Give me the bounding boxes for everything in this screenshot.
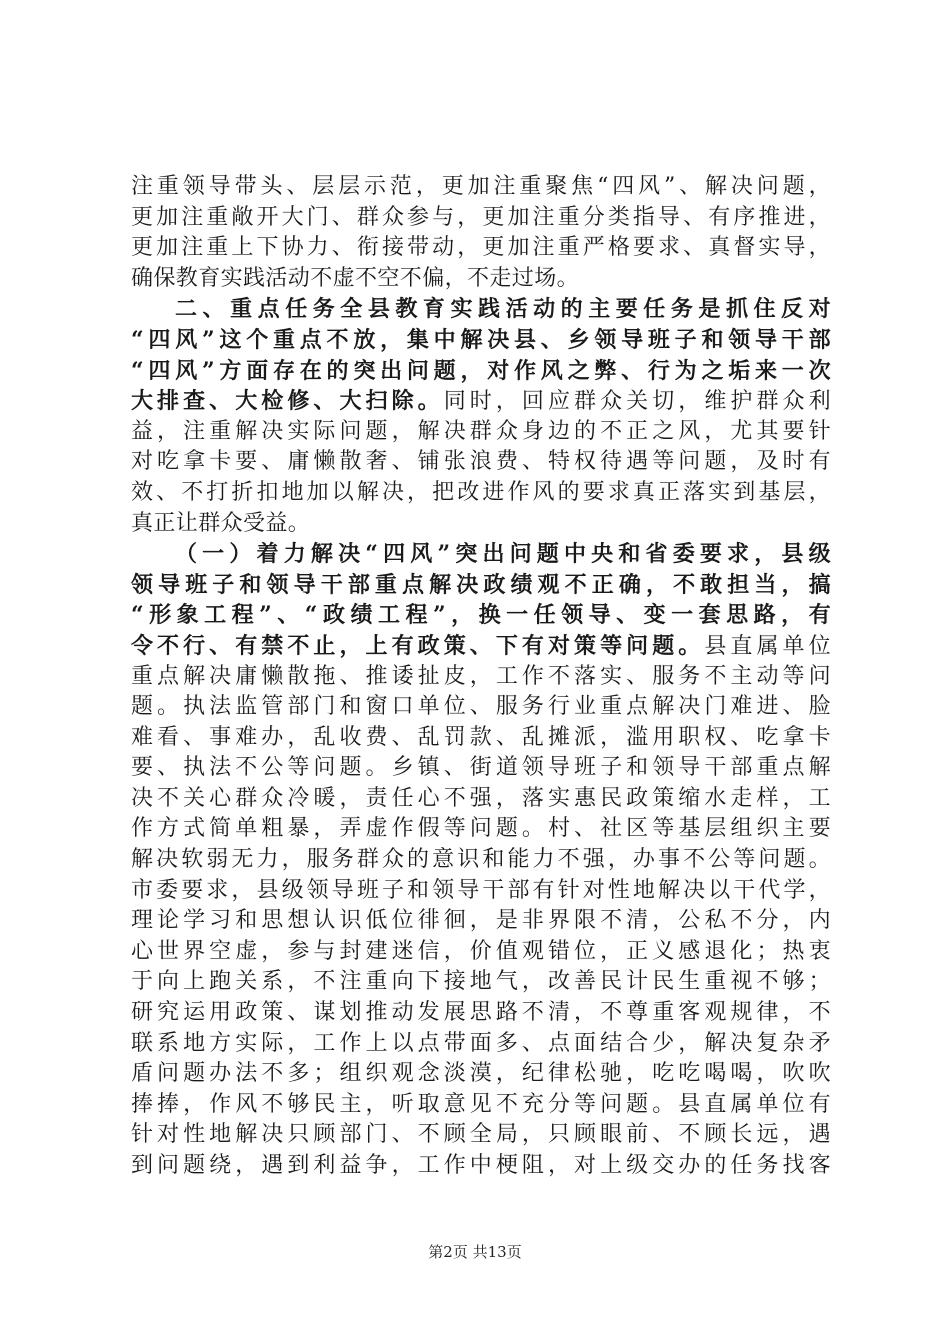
heading-line: （一）着力解决“四风”突出问题中央和省委要求，县级 — [175, 541, 831, 568]
text-line: 心世界空虚，参与封建迷信，价值观错位，正义感退化；热衷 — [131, 938, 831, 964]
text-line: 盾问题办法不多；组织观念淡漠，纪律松驰，吃吃喝喝，吹吹 — [131, 1061, 831, 1087]
text-run: 县直属单位 — [704, 633, 831, 659]
text-line: 市委要求，县级领导班子和领导干部有针对性地解决以干代学， — [131, 877, 831, 903]
text-line: 作方式简单粗暴，弄虚作假等问题。村、社区等基层组织主要 — [131, 816, 831, 842]
paragraph-2 — [131, 294, 831, 539]
text-line: 难看、事难办，乱收费、乱罚款、乱摊派，滥用职权、吃拿卡 — [131, 724, 831, 750]
text-line: 决不关心群众冷暖，责任心不强，落实惠民政策缩水走样，工 — [131, 785, 831, 811]
text-line: 到问题绕，遇到利益争，工作中梗阻，对上级交办的任务找客 — [131, 1153, 831, 1178]
text-line: 要、执法不公等问题。乡镇、街道领导班子和领导干部重点解 — [131, 755, 831, 781]
heading-line: “形象工程”、“政绩工程”，换一任领导、变一套思路，有 — [131, 602, 831, 629]
paragraph-1 — [131, 172, 831, 294]
heading-line: 领导班子和领导干部重点解决政绩观不正确，不敢担当，搞 — [131, 571, 831, 598]
paragraph-3 — [131, 539, 831, 1181]
text-line: 捧捧，作风不够民主，听取意见不充分等问题。县直属单位有 — [131, 1091, 831, 1117]
text-line: 解决软弱无力，服务群众的意识和能力不强，办事不公等问题。 — [131, 847, 831, 873]
text-line: 更加注重上下协力、衔接带动，更加注重严格要求、真督实导， — [131, 235, 831, 261]
heading-line: 二、重点任务全县教育实践活动的主要任务是抓住反对 — [175, 296, 831, 323]
text-run: 同时，回应群众关切，维护群众利 — [443, 389, 831, 415]
page-footer — [0, 1241, 950, 1262]
text-line: 效、不打折扣地加以解决，把改进作风的要求真正落实到基层， — [131, 479, 831, 505]
text-line: 对吃拿卡要、庸懒散奢、铺张浪费、特权待遇等问题，及时有 — [131, 449, 831, 475]
text-line: 针对性地解决只顾部门、不顾全局，只顾眼前、不顾长远，遇 — [131, 1122, 831, 1148]
bold-run: 令不行、有禁不止，上有政策、下有对策等问题。 — [131, 632, 705, 659]
text-line: 更加注重敞开大门、群众参与，更加注重分类指导、有序推进， — [131, 204, 831, 230]
bold-run: 大排查、大检修、大扫除。 — [131, 388, 444, 415]
text-line: 于向上跑关系，不注重向下接地气，改善民计民生重视不够； — [131, 969, 831, 995]
text-line — [131, 386, 831, 417]
document-body — [131, 172, 831, 1182]
page-number: 第2页 共13页 — [428, 1243, 522, 1261]
text-line: 联系地方实际，工作上以点带面多、点面结合少，解决复杂矛 — [131, 1030, 831, 1056]
heading-line: “四风”这个重点不放，集中解决县、乡领导班子和领导干部 — [131, 326, 831, 353]
heading-line: “四风”方面存在的突出问题，对作风之弊、行为之垢来一次 — [131, 357, 831, 384]
text-line: 题。执法监管部门和窗口单位、服务行业重点解决门难进、脸 — [131, 694, 831, 720]
text-line: 真正让群众受益。 — [131, 510, 311, 536]
text-line: 重点解决庸懒散拖、推诿扯皮，工作不落实、服务不主动等问 — [131, 663, 831, 689]
text-line: 理论学习和思想认识低位徘徊，是非界限不清，公私不分，内 — [131, 908, 831, 934]
text-line: 注重领导带头、层层示范，更加注重聚焦“四风”、解决问题， — [131, 174, 831, 199]
text-line: 确保教育实践活动不虚不空不偏，不走过场。 — [131, 265, 580, 291]
text-line — [131, 631, 831, 662]
text-line: 研究运用政策、谋划推动发展思路不清，不尊重客观规律，不 — [131, 1000, 831, 1026]
text-line: 益，注重解决实际问题，解决群众身边的不正之风，尤其要针 — [131, 418, 831, 444]
